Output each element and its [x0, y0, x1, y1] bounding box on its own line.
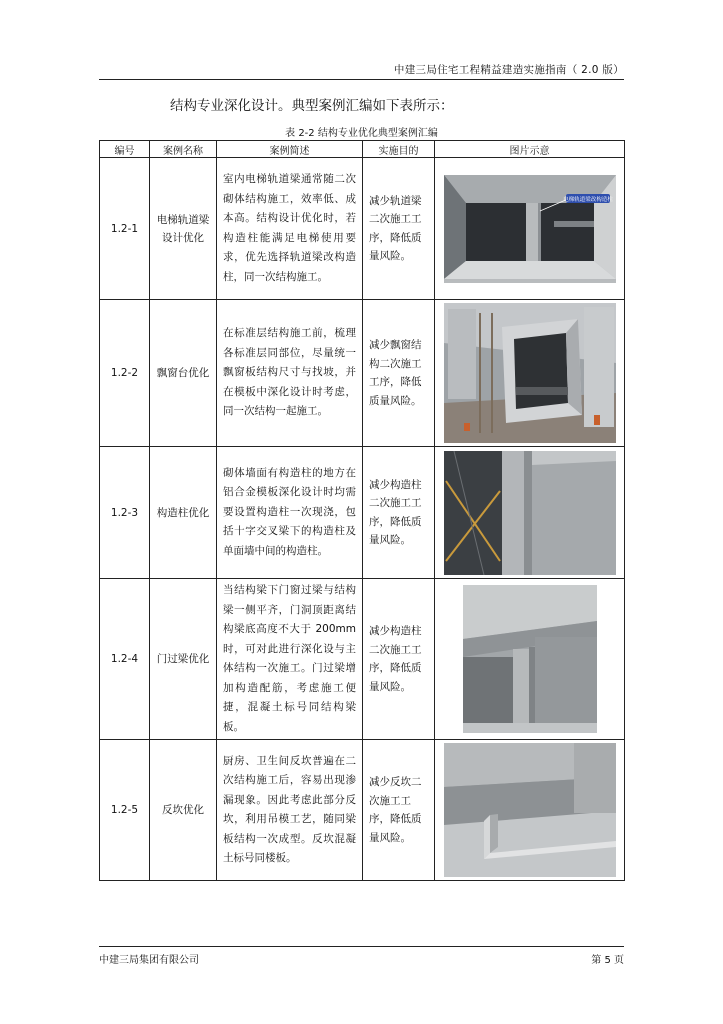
table-header-row	[100, 141, 625, 158]
case-number: 1.2-5	[100, 740, 150, 881]
col-header-name: 案例名称	[150, 141, 217, 158]
door-lintel-image	[463, 585, 597, 733]
structural-column-image	[444, 451, 616, 575]
col-header-image: 图片示意	[435, 141, 625, 158]
case-description: 厨房、卫生间反坎普遍在二次结构施工后，容易出现渗漏现象。因此考虑此部分反坎，利用吊模工艺，随同梁板结构一次成型。反坎混凝土标号同楼板。	[217, 740, 363, 881]
case-description: 在标准层结构施工前，梳理各标准层同部位，尽量统一飘窗板结构尺寸与找坡，并在模板中深化设计时考虑，同一次结构一起施工。	[217, 300, 363, 447]
table-row	[100, 740, 625, 881]
table-row	[100, 579, 625, 740]
case-description: 当结构梁下门窗过梁与结构梁一侧平齐，门洞顶距离结构梁底高度不大于 200mm时，可对此进行深化设与主体结构一次施工。门过梁增加构造配筋，考虑施工便捷，混凝土标号同结构梁板。	[217, 579, 363, 740]
case-table	[99, 140, 625, 881]
case-name: 反坎优化	[150, 740, 217, 881]
table-row	[100, 300, 625, 447]
page-header: 中建三局住宅工程精益建造实施指南（ 2.0 版）	[393, 64, 624, 76]
case-purpose: 减少构造柱二次施工工序，降低质量风险。	[363, 447, 435, 579]
table-caption: 表 2-2 结构专业优化典型案例汇编	[285, 128, 438, 139]
case-name: 门过梁优化	[150, 579, 217, 740]
case-number: 1.2-1	[100, 158, 150, 300]
case-purpose: 减少构造柱二次施工工序，降低质量风险。	[363, 579, 435, 740]
footer-company: 中建三局集团有限公司	[99, 955, 199, 966]
footer-page-number: 第 5 页	[591, 955, 624, 966]
case-name: 电梯轨道梁设计优化	[150, 158, 217, 300]
col-header-desc: 案例简述	[217, 141, 363, 158]
case-description: 室内电梯轨道梁通常随二次砌体结构施工，效率低、成本高。结构设计优化时，若构造柱能满足电梯使用要求，优先选择轨道梁改构造柱，同一次结构施工。	[217, 158, 363, 300]
case-number: 1.2-3	[100, 447, 150, 579]
header-rule	[99, 79, 624, 80]
case-name: 飘窗台优化	[150, 300, 217, 447]
table-row	[100, 158, 625, 300]
elevator-rail-beam-image	[444, 175, 616, 283]
curb-image	[444, 743, 616, 877]
bay-window-formwork-image	[444, 303, 616, 443]
case-name: 构造柱优化	[150, 447, 217, 579]
case-purpose: 减少轨道梁二次施工工序，降低质量风险。	[363, 158, 435, 300]
case-purpose: 减少飘窗结构二次施工工序，降低质量风险。	[363, 300, 435, 447]
col-header-purpose: 实施目的	[363, 141, 435, 158]
case-number: 1.2-4	[100, 579, 150, 740]
image-annotation: 电梯轨道梁改构造柱	[562, 196, 613, 203]
footer-rule	[99, 946, 624, 947]
case-purpose: 减少反坎二次施工工序，降低质量风险。	[363, 740, 435, 881]
case-description: 砌体墙面有构造柱的地方在铝合金模板深化设计时均需要设置构造柱一次现浇，包括十字交叉梁下的构造柱及单面墙中间的构造柱。	[217, 447, 363, 579]
table-row	[100, 447, 625, 579]
intro-text: 结构专业深化设计。典型案例汇编如下表所示：	[170, 98, 454, 114]
case-number: 1.2-2	[100, 300, 150, 447]
col-header-num: 编号	[100, 141, 150, 158]
